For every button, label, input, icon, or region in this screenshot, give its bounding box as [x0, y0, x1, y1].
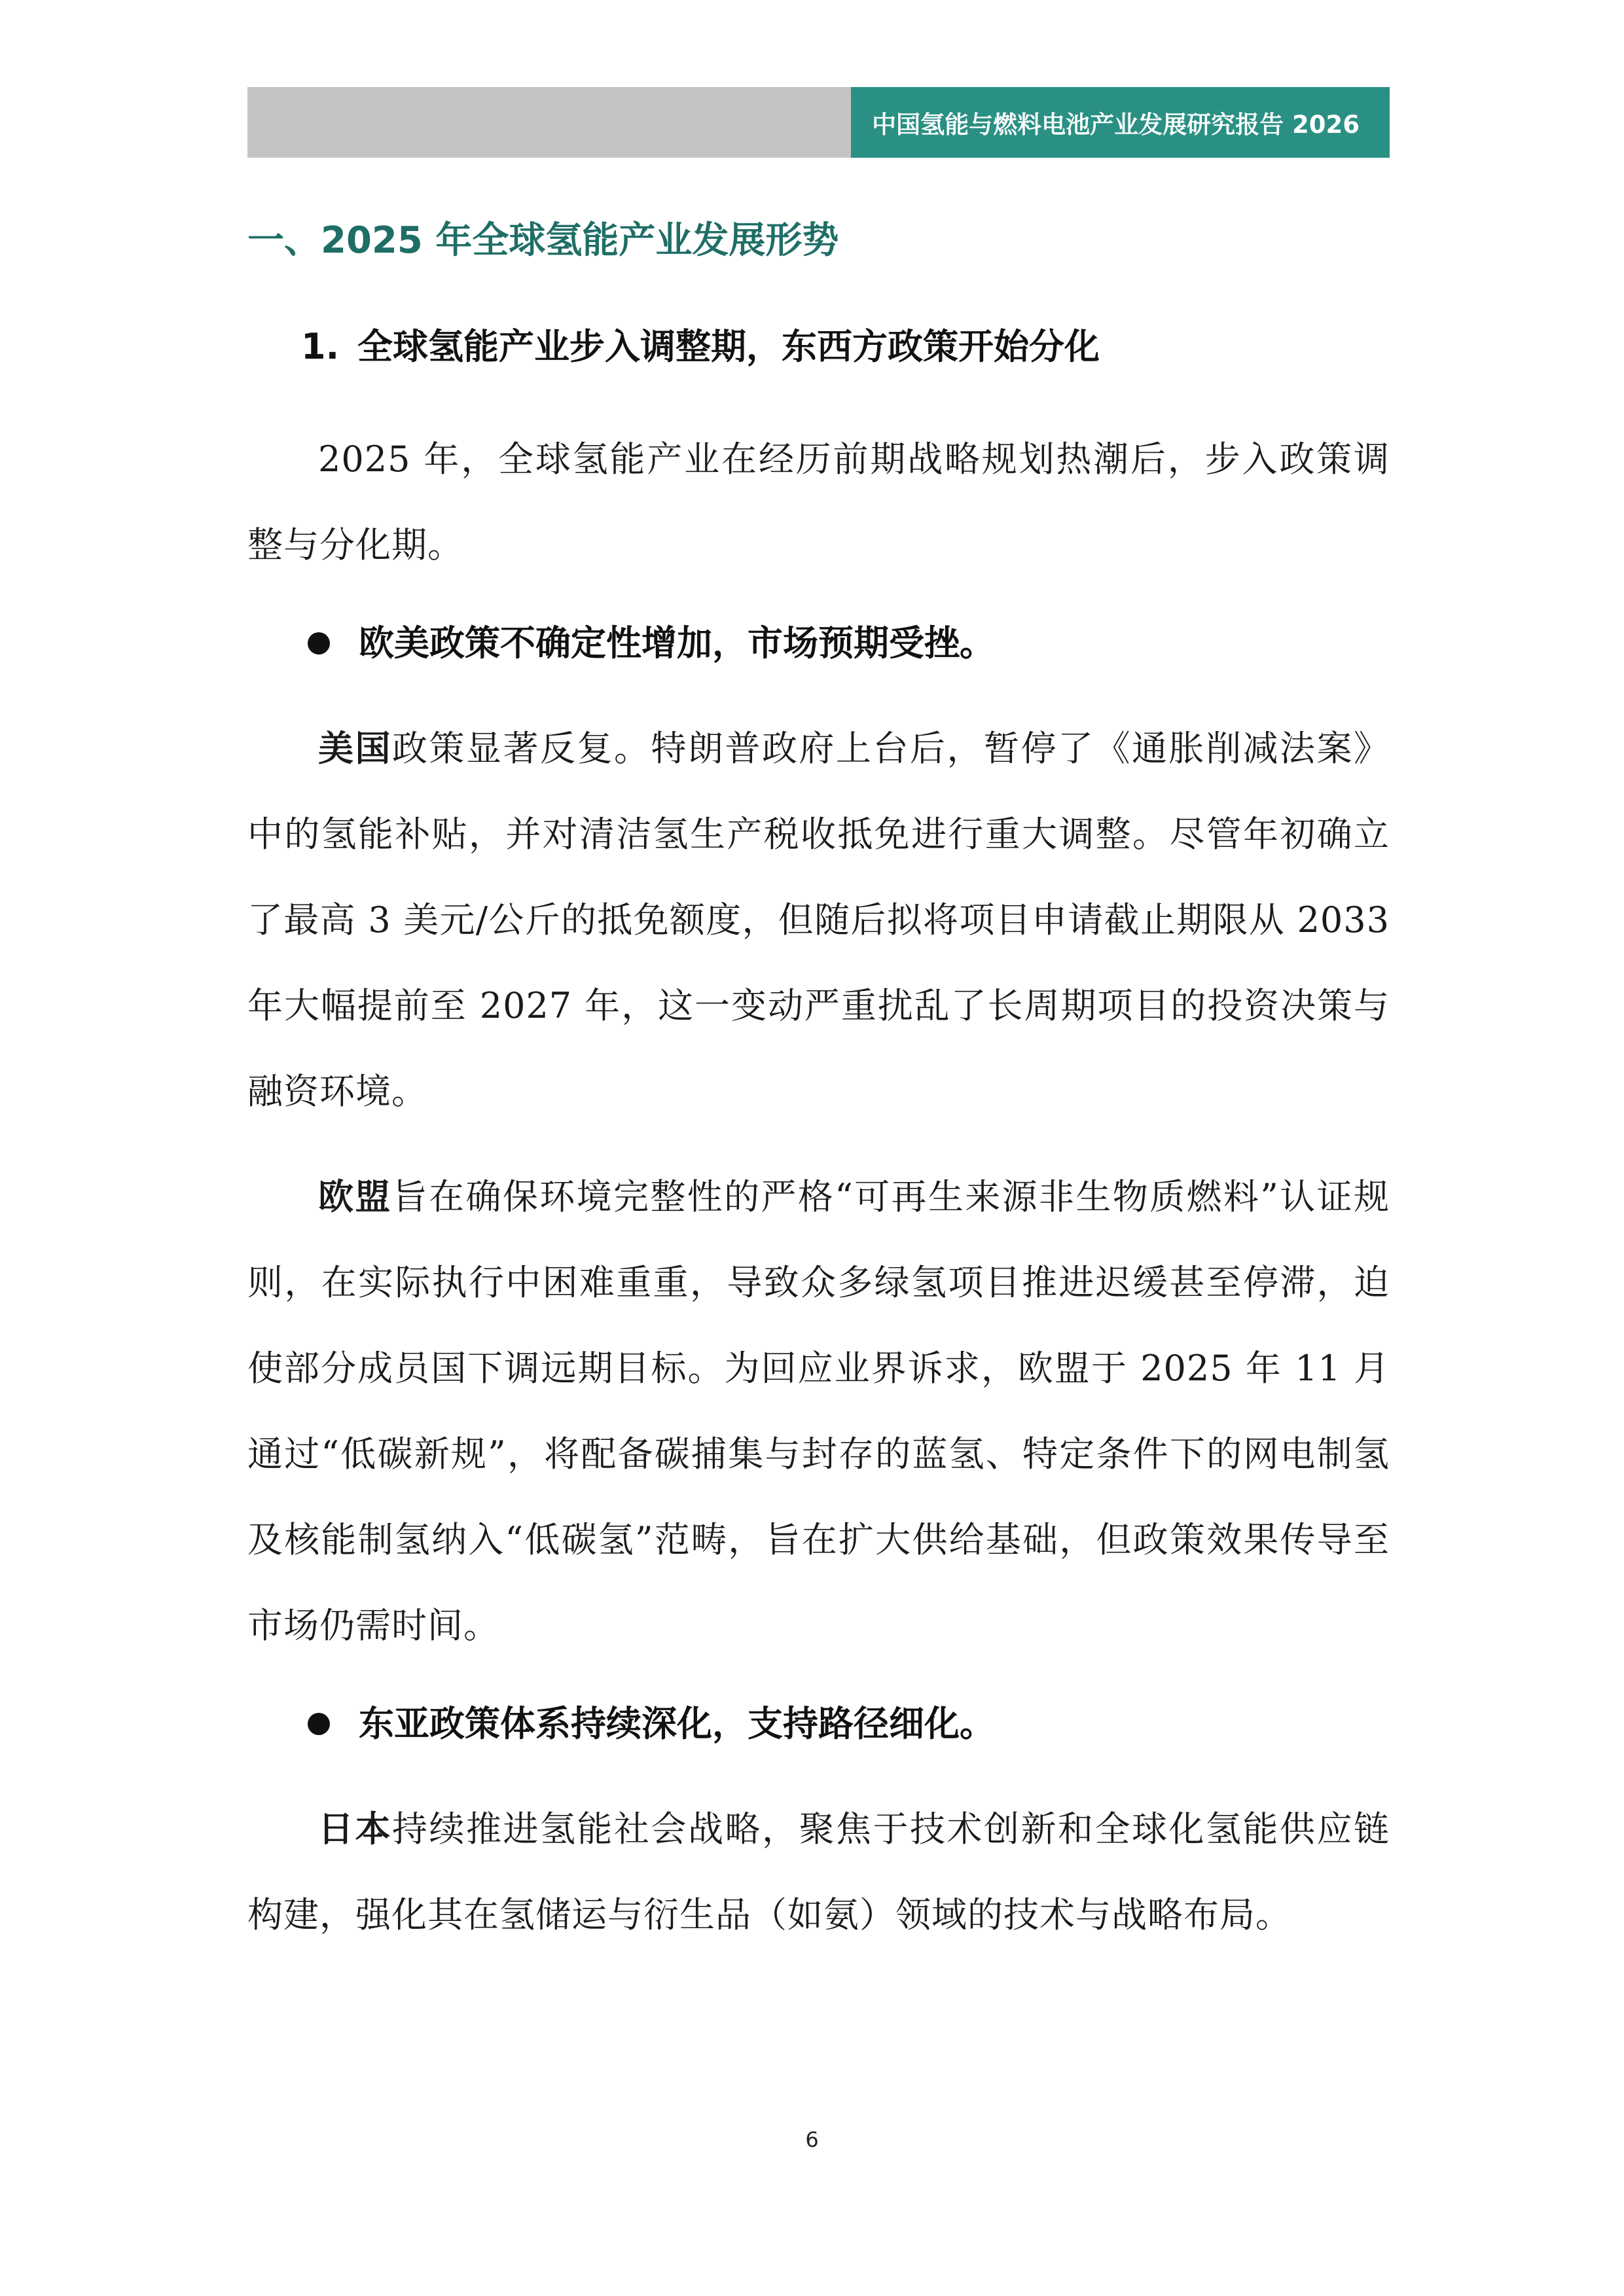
eu-lead: 欧盟: [318, 1176, 392, 1217]
eu-text: 旨在确保环境完整性的严格“可再生来源非生物质燃料”认证规则，在实际执行中困难重重，导致众多绿氢项目推进迟缓甚至停滞，迫使部分成员国下调远期目标。为回应业界诉求，欧盟于 2025 年 11 月通过“低碳新规”，将配备碳捕集与封存的蓝氢、特定条件下的网电制氢及核能制氢纳入“低碳氢”范畴，旨在扩大供给基础，但政策效果传导至市场仍需时间。: [247, 1176, 1390, 1646]
header-teal-block: [851, 87, 1390, 158]
header-band: [247, 87, 1390, 158]
japan-paragraph: [247, 1786, 1390, 1958]
bullet-item-west: [247, 607, 1390, 679]
bullet-dot-icon: [308, 632, 330, 655]
japan-text: 持续推进氢能社会战略，聚焦于技术创新和全球化氢能供应链构建，强化其在氢储运与衍生品（如氨）领域的技术与战略布局。: [247, 1808, 1390, 1935]
us-text: 政策显著反复。特朗普政府上台后，暂停了《通胀削减法案》中的氢能补贴，并对清洁氢生产税收抵免进行重大调整。尽管年初确立了最高 3 美元/公斤的抵免额度，但随后拟将项目申请截止期限从 2033 年大幅提前至 2027 年，这一变动严重扰乱了长周期项目的投资决策与融资环境。: [247, 728, 1390, 1112]
header-gray-block: [247, 87, 851, 158]
eu-paragraph: [247, 1154, 1390, 1668]
subsection-number: 1.: [301, 326, 340, 367]
us-lead: 美国: [318, 728, 392, 769]
bullet-text: 欧美政策不确定性增加，市场预期受挫。: [359, 622, 995, 664]
bullet-dot-icon: [308, 1713, 330, 1735]
us-paragraph: [247, 706, 1390, 1134]
bullet-text: 东亚政策体系持续深化，支持路径细化。: [359, 1703, 995, 1744]
page-content: [247, 208, 1390, 1977]
japan-lead: 日本: [318, 1808, 392, 1850]
intro-text: 2025 年，全球氢能产业在经历前期战略规划热潮后，步入政策调整与分化期。: [247, 439, 1390, 565]
subsection-title: 全球氢能产业步入调整期，东西方政策开始分化: [357, 326, 1100, 367]
subsection-heading: [247, 314, 1390, 380]
section-heading: 一、2025 年全球氢能产业发展形势: [247, 219, 839, 262]
bullet-item-east-asia: [247, 1688, 1390, 1760]
page-number: 6: [805, 2127, 819, 2152]
report-title: 中国氢能与燃料电池产业发展研究报告 2026: [872, 111, 1360, 139]
intro-paragraph: [247, 416, 1390, 588]
